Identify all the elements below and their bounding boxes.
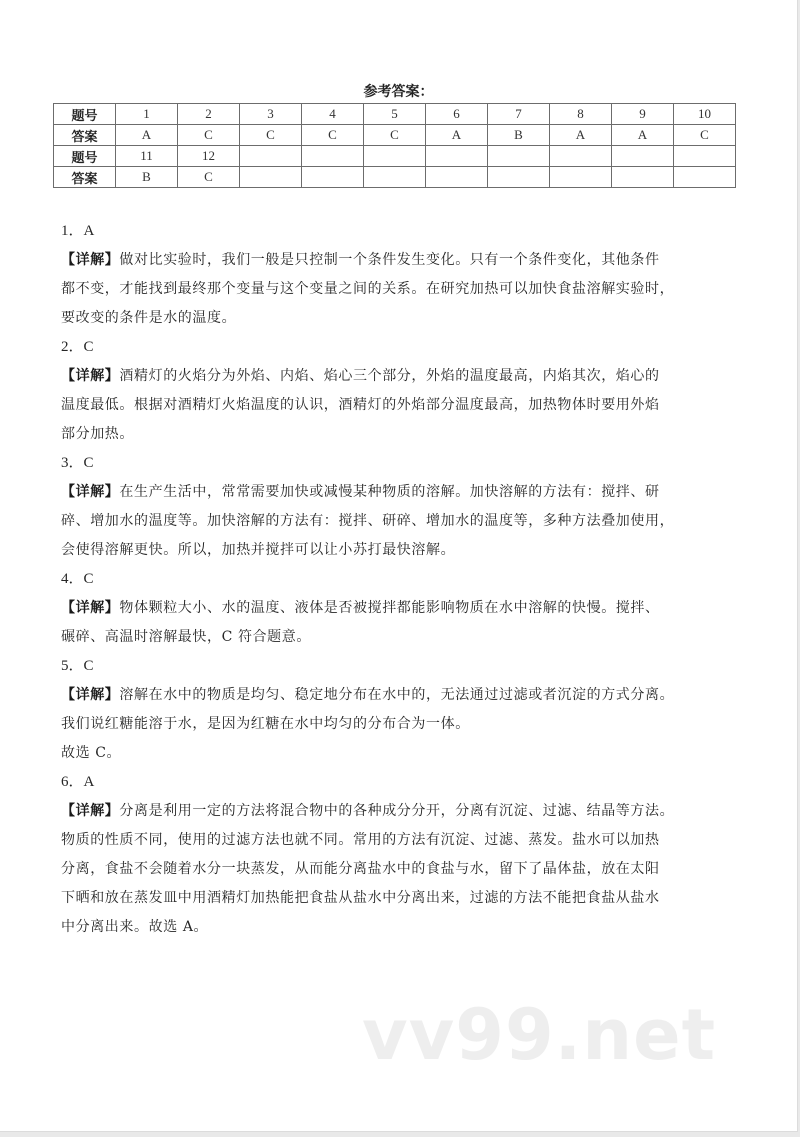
detail-text: 部分加热。 [61,426,134,442]
detail-paragraph [61,797,751,942]
detail-text: 酒精灯的火焰分为外焰、内焰、焰心三个部分，外焰的温度最高，内焰其次，焰心的 [119,368,660,384]
detail-paragraph [61,478,751,565]
table-cell: 6 [426,104,488,125]
table-cell: A [550,125,612,146]
table-row-question-numbers-2 [54,146,736,167]
table-cell [674,167,736,188]
row-header: 题号 [54,104,116,125]
detail-paragraph [61,594,751,652]
table-cell: 3 [240,104,302,125]
detail-text: 分离，食盐不会随着水分一块蒸发，从而能分离盐水中的食盐与水，留下了晶体盐，放在太阳 [61,861,660,877]
detail-paragraph [61,362,751,449]
detail-text: 都不变，才能找到最终那个变量与这个变量之间的关系。在研究加热可以加快食盐溶解实验时， [61,281,675,297]
detail-paragraph [61,681,751,768]
detail-text: 碎、增加水的温度等。加快溶解的方法有：搅拌、研碎、增加水的温度等，多种方法叠加使用， [61,513,675,529]
detail-text: 温度最低。根据对酒精灯火焰温度的认识，酒精灯的外焰部分温度最高，加热物体时要用外焰 [61,397,660,413]
table-cell [364,167,426,188]
question-heading: 5．C [61,658,94,674]
detail-text: 会使得溶解更快。所以，加热并搅拌可以让小苏打最快溶解。 [61,542,456,558]
table-cell [612,146,674,167]
table-cell [302,167,364,188]
detail-text: 物质的性质不同，使用的过滤方法也就不同。常用的方法有沉淀、过滤、蒸发。盐水可以加热 [61,832,660,848]
detail-tag: 【详解】 [61,687,120,703]
table-cell: 5 [364,104,426,125]
table-cell [364,146,426,167]
question-heading: 3．C [61,455,94,471]
table-cell [612,167,674,188]
table-cell: A [426,125,488,146]
question-explanation-3 [61,449,751,565]
question-explanation-6 [61,768,751,942]
table-cell: C [178,125,240,146]
table-cell [488,167,550,188]
question-heading: 6．A [61,774,95,790]
table-cell: C [302,125,364,146]
detail-text: 溶解在水中的物质是均匀、稳定地分布在水中的，无法通过过滤或者沉淀的方式分离。 [119,687,675,703]
table-cell [674,146,736,167]
detail-tag: 【详解】 [61,252,120,268]
table-row-answers-2 [54,167,736,188]
question-explanation-2 [61,333,751,449]
detail-text: 碾碎、高温时溶解最快，C 符合题意。 [61,629,311,645]
detail-text: 要改变的条件是水的温度。 [61,310,237,326]
table-cell: 4 [302,104,364,125]
table-cell: B [116,167,178,188]
table-cell [426,167,488,188]
watermark: vv99.net [362,994,717,1076]
table-cell: A [116,125,178,146]
table-cell [550,167,612,188]
detail-text: 中分离出来。故选 A。 [61,919,209,935]
table-cell: 12 [178,146,240,167]
detail-tag: 【详解】 [61,484,120,500]
question-explanation-1 [61,217,751,333]
question-heading: 4．C [61,571,94,587]
table-row-answers-1 [54,125,736,146]
detail-text: 做对比实验时，我们一般是只控制一个条件发生变化。只有一个条件变化，其他条件 [119,252,660,268]
row-header: 题号 [54,146,116,167]
table-cell: 11 [116,146,178,167]
detail-paragraph [61,246,751,333]
explanations [61,217,751,942]
detail-text: 下晒和放在蒸发皿中用酒精灯加热能把食盐从盐水中分离出来，过滤的方法不能把食盐从盐水 [61,890,660,906]
question-heading: 2．C [61,339,94,355]
table-cell: C [240,125,302,146]
table-cell: C [674,125,736,146]
table-cell: A [612,125,674,146]
table-cell [240,167,302,188]
detail-text: 故选 C。 [61,745,122,761]
detail-tag: 【详解】 [61,600,120,616]
detail-tag: 【详解】 [61,368,120,384]
question-explanation-4 [61,565,751,652]
row-header: 答案 [54,167,116,188]
answer-key-table [53,103,736,188]
table-cell: 1 [116,104,178,125]
table-cell: 8 [550,104,612,125]
row-header: 答案 [54,125,116,146]
table-cell [488,146,550,167]
table-cell [426,146,488,167]
detail-tag: 【详解】 [61,803,120,819]
question-heading: 1．A [61,223,95,239]
table-cell [240,146,302,167]
table-cell: 2 [178,104,240,125]
table-cell: C [178,167,240,188]
table-cell: 10 [674,104,736,125]
table-cell: B [488,125,550,146]
detail-text: 在生产生活中，常常需要加快或减慢某种物质的溶解。加快溶解的方法有：搅拌、研 [119,484,660,500]
question-explanation-5 [61,652,751,768]
page-title: 参考答案： [363,84,434,100]
detail-text: 分离是利用一定的方法将混合物中的各种成分分开，分离有沉淀、过滤、结晶等方法。 [119,803,675,819]
detail-text: 我们说红糖能溶于水，是因为红糖在水中均匀的分布合为一体。 [61,716,470,732]
table-cell [302,146,364,167]
table-cell: 7 [488,104,550,125]
table-cell: 9 [612,104,674,125]
table-cell [550,146,612,167]
table-cell: C [364,125,426,146]
table-row-question-numbers-1 [54,104,736,125]
detail-text: 物体颗粒大小、水的温度、液体是否被搅拌都能影响物质在水中溶解的快慢。搅拌、 [119,600,660,616]
